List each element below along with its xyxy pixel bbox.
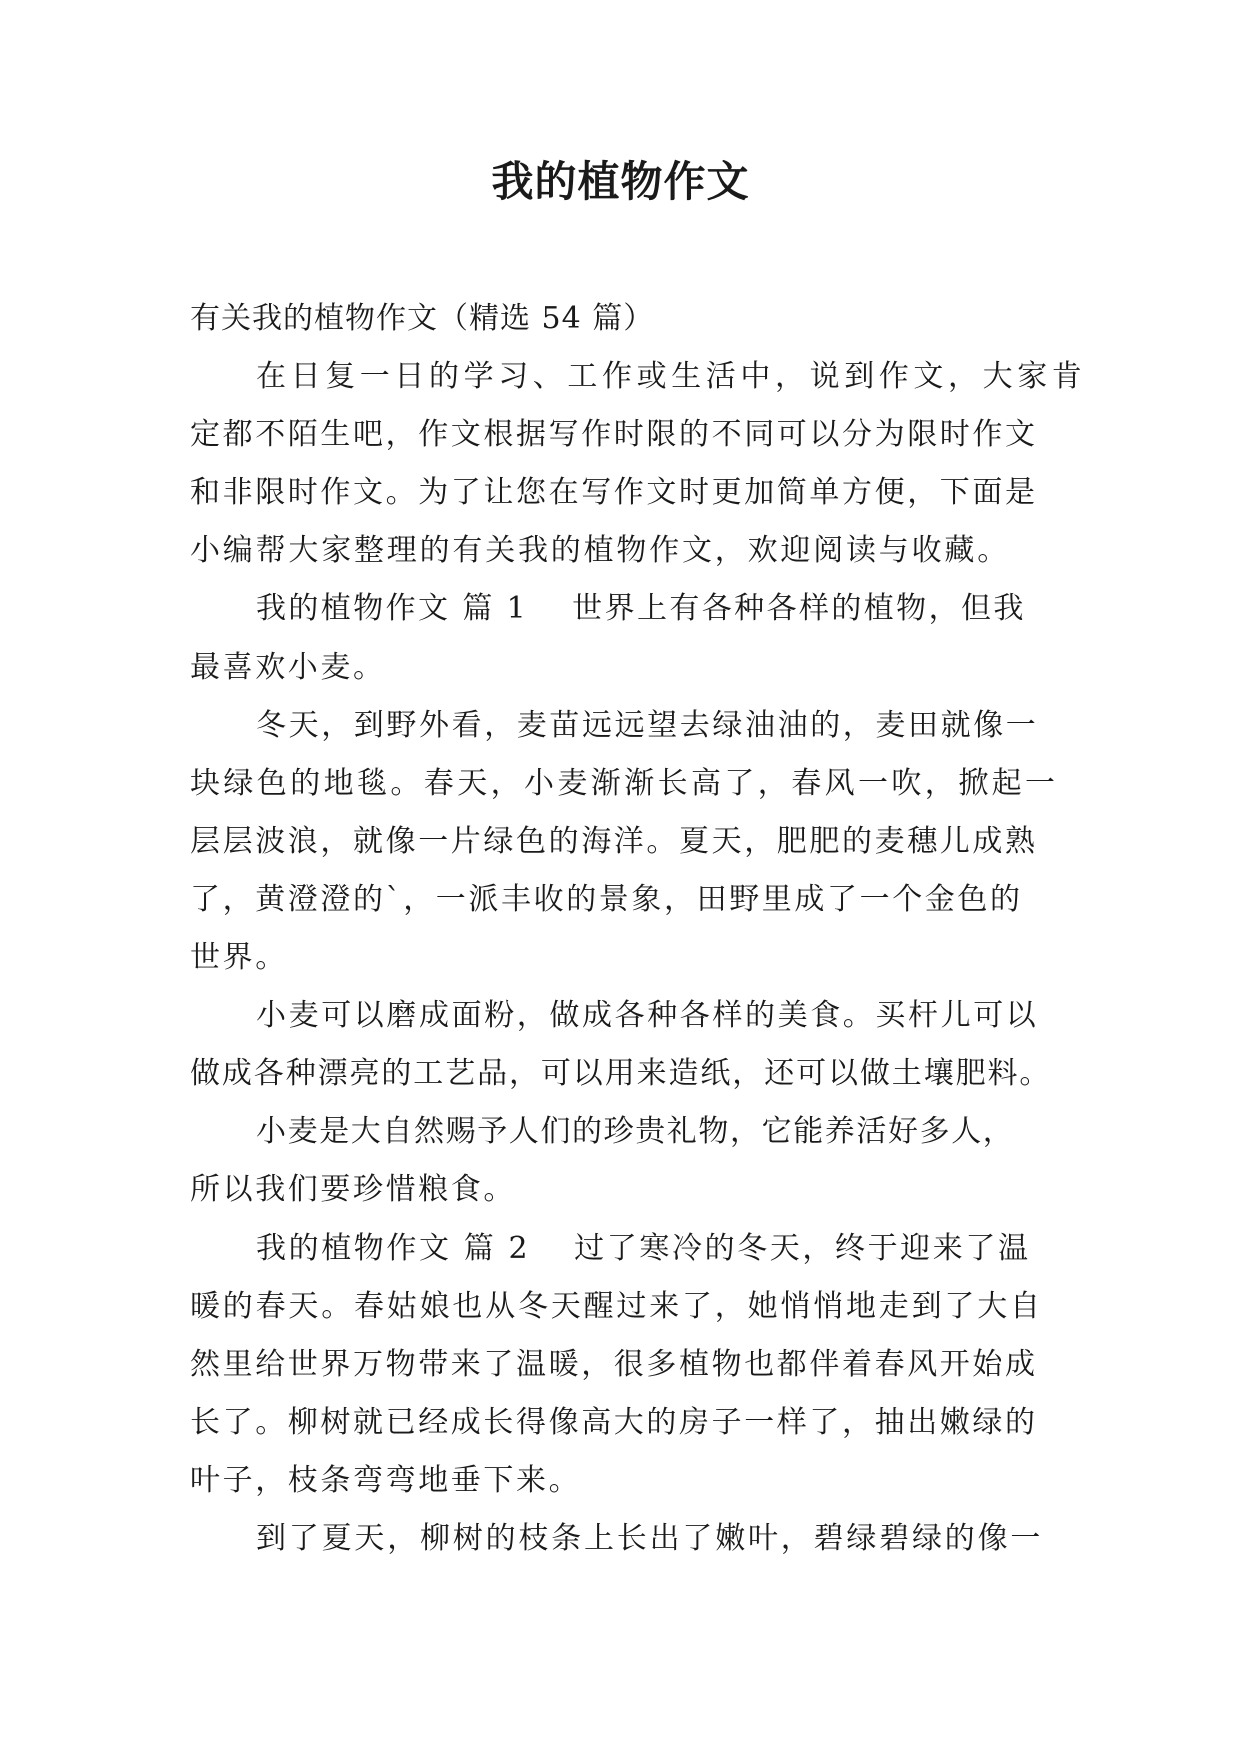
essay1-line: 所以我们要珍惜粮食。 bbox=[190, 1172, 516, 1208]
essay1-line: 块绿色的地毯。春天，小麦渐渐长高了，春风一吹，掀起一 bbox=[190, 765, 1059, 801]
essay2-heading: 我的植物作文 篇 2 bbox=[256, 1230, 531, 1266]
essay1-line: 小麦是大自然赐予人们的珍贵礼物，它能养活好多人， bbox=[256, 1114, 1015, 1150]
essay1-line: 小麦可以磨成面粉，做成各种各样的美食。买杆儿可以 bbox=[256, 998, 1039, 1034]
essay2-line: 到了夏天，柳树的枝条上长出了嫩叶，碧绿碧绿的像一 bbox=[256, 1520, 1044, 1556]
document-body bbox=[190, 290, 1087, 1568]
essay1-line: 做成各种漂亮的工艺品，可以用来造纸，还可以做土壤肥料。 bbox=[190, 1056, 1052, 1092]
essay2-line: 然里给世界万物带来了温暖，很多植物也都伴着春风开始成 bbox=[190, 1346, 1038, 1382]
document-title: 我的植物作文 bbox=[491, 157, 750, 206]
intro-line: 和非限时作文。为了让您在写作文时更加简单方便，下面是 bbox=[190, 475, 1038, 511]
essay1-heading: 我的植物作文 篇 1 bbox=[256, 591, 529, 627]
essay1-line: 世界。 bbox=[190, 940, 288, 976]
essay1-first-line bbox=[190, 580, 1052, 638]
essay1-line: 层层波浪，就像一片绿色的海洋。夏天，肥肥的麦穗儿成熟 bbox=[190, 823, 1038, 859]
essay2-first-line-text: 过了寒冷的冬天，终于迎来了温 bbox=[574, 1230, 1031, 1266]
essay2-first-line bbox=[190, 1220, 1052, 1278]
essay2-line: 长了。柳树就已经成长得像高大的房子一样了，抽出嫩绿的 bbox=[190, 1404, 1038, 1440]
document-subtitle: 有关我的植物作文（精选 54 篇） bbox=[190, 301, 655, 336]
essay2-line: 暖的春天。春姑娘也从冬天醒过来了，她悄悄地走到了大自 bbox=[190, 1288, 1043, 1324]
intro-line: 定都不陌生吧，作文根据写作时限的不同可以分为限时作文 bbox=[190, 417, 1038, 453]
intro-line: 小编帮大家整理的有关我的植物作文，欢迎阅读与收藏。 bbox=[190, 533, 1010, 569]
essay1-line: 最喜欢小麦。 bbox=[190, 649, 386, 685]
essay1-first-line-text: 世界上有各种各样的植物，但我 bbox=[572, 591, 1026, 627]
intro-line: 在日复一日的学习、工作或生活中，说到作文，大家肯 bbox=[256, 359, 1087, 395]
essay2-line: 叶子，枝条弯弯地垂下来。 bbox=[190, 1462, 582, 1498]
essay1-line: 冬天，到野外看，麦苗远远望去绿油油的，麦田就像一 bbox=[256, 707, 1039, 743]
essay1-line: 了，黄澄澄的`，一派丰收的景象，田野里成了一个金色的 bbox=[190, 881, 1023, 917]
